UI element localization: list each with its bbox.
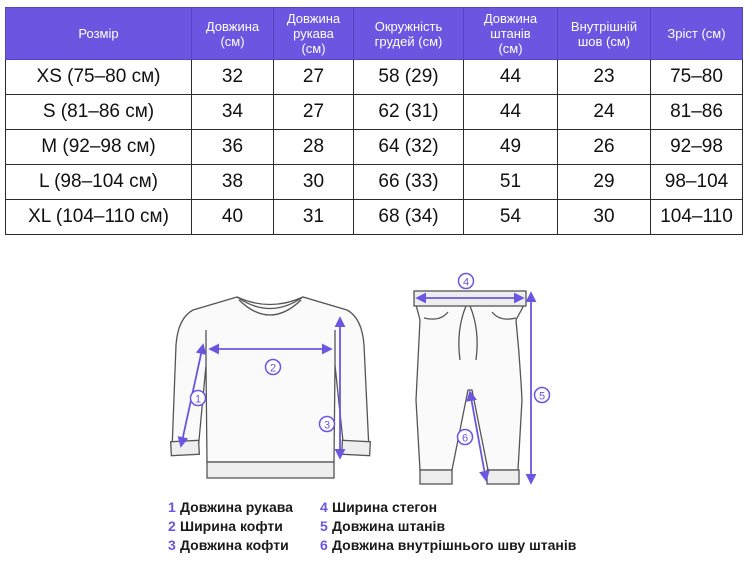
legend-item — [320, 498, 576, 517]
cell-height: 104–110 — [651, 200, 743, 235]
cell-sleeve: 28 — [274, 130, 354, 165]
cell-chest: 68 (34) — [354, 200, 464, 235]
cell-size: M (92–98 см) — [6, 130, 192, 165]
cell-sleeve: 27 — [274, 60, 354, 95]
cell-size: XL (104–110 см) — [6, 200, 192, 235]
header-height: Зріст (см) — [651, 8, 743, 60]
cell-inseam: 29 — [558, 165, 651, 200]
cell-height: 81–86 — [651, 95, 743, 130]
marker-2 — [266, 360, 281, 375]
legend-item — [168, 517, 293, 536]
cell-inseam: 26 — [558, 130, 651, 165]
cell-inseam: 23 — [558, 60, 651, 95]
cell-sleeve: 31 — [274, 200, 354, 235]
legend-item — [320, 536, 576, 555]
legend-label: Довжина штанів — [332, 518, 446, 534]
cell-sleeve: 30 — [274, 165, 354, 200]
legend-label: Довжина кофти — [180, 537, 289, 553]
legend-item — [168, 536, 293, 555]
cell-length: 38 — [192, 165, 274, 200]
cell-inseam: 30 — [558, 200, 651, 235]
cell-size: XS (75–80 см) — [6, 60, 192, 95]
header-chest: Окружність грудей (см) — [354, 8, 464, 60]
legend-item — [320, 517, 576, 536]
cell-length: 36 — [192, 130, 274, 165]
marker-6 — [458, 430, 473, 445]
header-inseam: Внутрішній шов (см) — [558, 8, 651, 60]
legend-label: Ширина стегон — [332, 499, 438, 515]
cell-chest: 58 (29) — [354, 60, 464, 95]
cell-length: 40 — [192, 200, 274, 235]
legend-number: 6 — [320, 537, 328, 553]
legend-label: Довжина внутрішнього шву штанів — [332, 537, 577, 553]
header-length: Довжина (см) — [192, 8, 274, 60]
legend-item — [168, 498, 293, 517]
svg-text:1: 1 — [194, 393, 202, 406]
cell-pants-length: 44 — [464, 60, 558, 95]
svg-text:4: 4 — [462, 276, 470, 289]
cell-height: 98–104 — [651, 165, 743, 200]
legend-left-column — [168, 498, 293, 555]
cell-pants-length: 51 — [464, 165, 558, 200]
marker-3 — [320, 417, 335, 432]
svg-text:5: 5 — [538, 390, 546, 403]
legend-number: 1 — [168, 499, 176, 515]
legend-number: 4 — [320, 499, 328, 515]
svg-text:2: 2 — [269, 362, 277, 375]
cell-chest: 66 (33) — [354, 165, 464, 200]
cell-sleeve: 27 — [274, 95, 354, 130]
cell-chest: 64 (32) — [354, 130, 464, 165]
cell-height: 75–80 — [651, 60, 743, 95]
header-pants-length: Довжина штанів (см) — [464, 8, 558, 60]
marker-5 — [535, 388, 550, 403]
legend-number: 3 — [168, 537, 176, 553]
cell-pants-length: 54 — [464, 200, 558, 235]
legend-number: 2 — [168, 518, 176, 534]
legend-label: Довжина рукава — [180, 499, 293, 515]
svg-text:3: 3 — [323, 419, 331, 432]
header-size: Розмір — [6, 8, 192, 60]
cell-inseam: 24 — [558, 95, 651, 130]
pants-illustration — [414, 291, 526, 484]
marker-1 — [191, 391, 206, 406]
cell-height: 92–98 — [651, 130, 743, 165]
cell-chest: 62 (31) — [354, 95, 464, 130]
cell-size: L (98–104 см) — [6, 165, 192, 200]
cell-size: S (81–86 см) — [6, 95, 192, 130]
cell-pants-length: 44 — [464, 95, 558, 130]
header-sleeve-length: Довжина рукава (см) — [274, 8, 354, 60]
cell-length: 32 — [192, 60, 274, 95]
cell-length: 34 — [192, 95, 274, 130]
legend-number: 5 — [320, 518, 328, 534]
marker-4 — [459, 274, 474, 289]
cell-pants-length: 49 — [464, 130, 558, 165]
svg-text:6: 6 — [461, 432, 469, 445]
legend-right-column — [320, 498, 576, 555]
legend-label: Ширина кофти — [180, 518, 283, 534]
